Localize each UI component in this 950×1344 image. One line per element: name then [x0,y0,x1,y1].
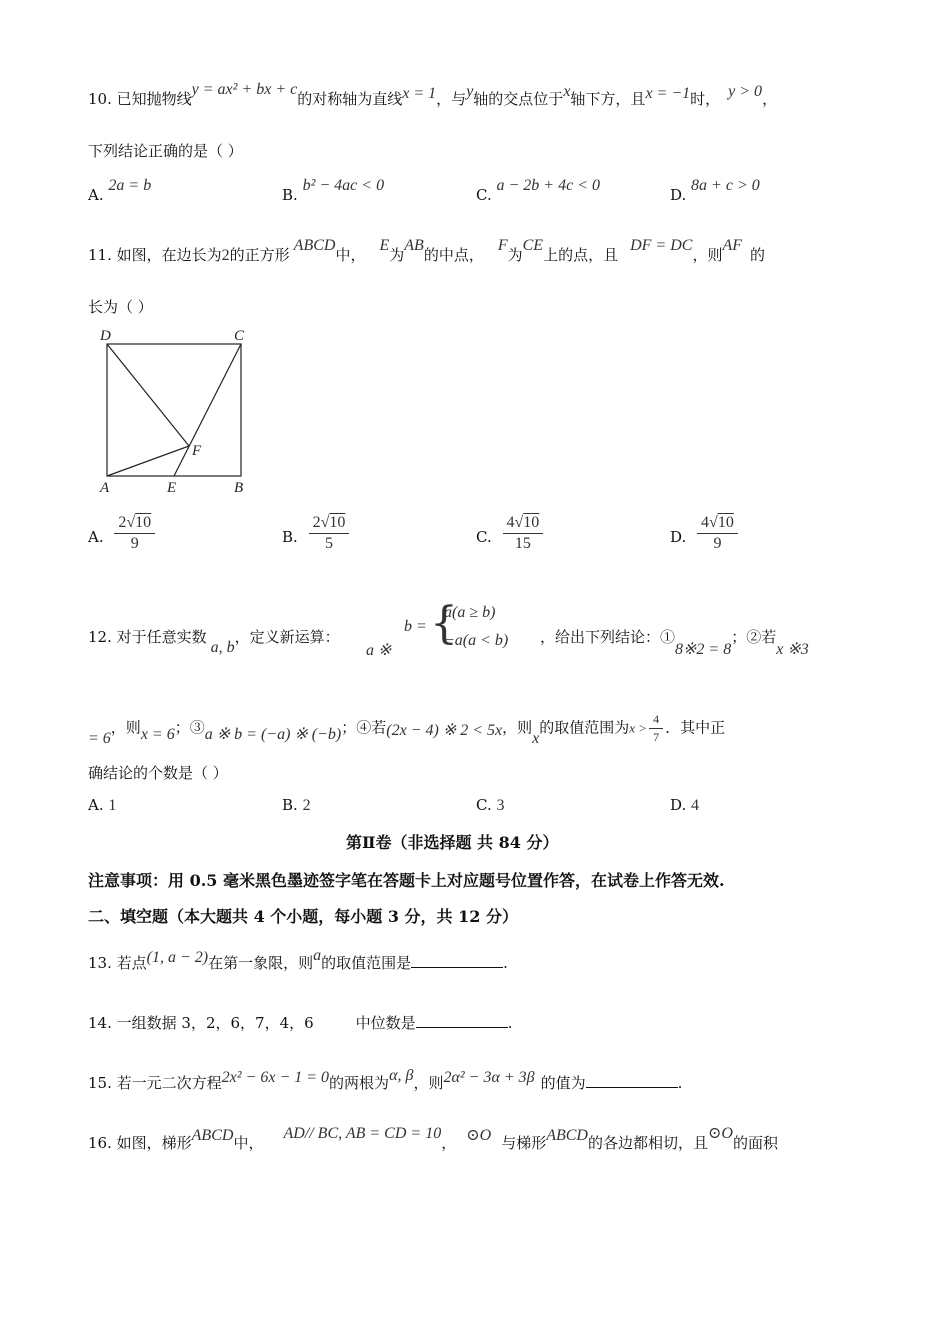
q12-case2: −a(a < b) [444,632,509,649]
q10-line2: 下列结论正确的是（ ） [88,142,243,160]
q10-option-a: A. 2a = b [88,177,152,204]
label-c: C [234,328,245,344]
q15-answer-blank[interactable] [586,1073,678,1088]
q12-line3: 确结论的个数是（ ） [88,764,228,782]
section-title: 第Ⅱ卷（非选择题 共 84 分） [346,833,559,852]
q12-line1-left: 12. 对于任意实数a, b，定义新运算： [88,628,340,656]
label-a: A [100,480,110,496]
q12-option-b: B. 2 [282,796,311,814]
section-notice: 注意事项：用 0.5 毫米黑色墨迹签字笔在答题卡上对应题号位置作答，在试卷上作答无效. [88,871,725,890]
q14: 14. 一组数据 3，2，6，7，4，6 中位数是 . [88,1014,513,1032]
q11-option-d: D. $\frac{4√10}{9}$ [670,514,738,553]
q11-number: 11. [88,246,112,264]
q16: 16. 如图，梯形ABCD中，AD// BC, AB = CD = 10， ⊙O 与梯形ABCD的各边都相切，且⊙O的面积 [88,1125,778,1152]
q10-option-b: B. b² − 4ac < 0 [282,177,385,204]
label-d: D [100,328,111,344]
q10-number: 10. [88,90,112,108]
q10-parabola: y = ax² + bx + c [191,81,298,98]
segment-df [107,344,189,446]
segment-ce [174,344,241,476]
label-f: F [192,443,202,459]
q11-option-b: B. $\frac{2√10}{5}$ [282,514,349,553]
q12-line2: = 6，则x = 6；③a ※ b = (−a) ※ (−b)；④若(2x − 4) ※ 2 < 5x，则x的取值范围为x > $\frac{4}{7}$ ．其中正 [88,712,726,747]
label-b: B [234,480,244,496]
q11-line2: 长为（ ） [88,298,153,316]
q11-line1: 11. 如图，在边长为2的正方形ABCD中，E为AB的中点，F为CE上的点，且DF = DC，则AF的 [88,237,766,264]
q11-option-c: C. $\frac{4√10}{15}$ [476,514,543,553]
q10-line1: 10. 已知抛物线y = ax² + bx + c的对称轴为直线x = 1，与y轴的交点位于x轴下方，且x = −1时， y > 0， [88,81,778,108]
section-part2-heading: 二、填空题（本大题共 4 个小题，每小题 3 分，共 12 分） [88,907,518,926]
q12-brace: { [430,598,458,649]
q13-number: 13. [88,954,112,972]
q16-number: 16. [88,1134,112,1152]
square-abcd [107,344,241,476]
q15-number: 15. [88,1074,112,1092]
q10-option-d: D. 8a + c > 0 [670,177,760,204]
q10-option-c: C. a − 2b + 4c < 0 [476,177,600,204]
q12-line1-right: ，给出下列结论：①8※2 = 8；②若x ※3 [540,628,809,658]
q13-answer-blank[interactable] [411,953,503,968]
q12-option-c: C. 3 [476,796,505,814]
q15: 15. 若一元二次方程2x² − 6x − 1 = 0的两根为α, β，则2α² − 3α + 3β 的值为 . [88,1067,683,1092]
q12-number: 12. [88,628,112,646]
q13: 13. 若点(1, a − 2)在第一象限，则a的取值范围是 . [88,947,508,972]
q14-number: 14. [88,1014,112,1032]
q11-option-a: A. $\frac{2√10}{9}$ [88,514,155,553]
q11-figure [96,324,256,496]
q12-def-b: b = [404,618,427,635]
q12-option-d: D. 4 [670,796,700,814]
q12-def-left: a ※ [366,642,392,659]
q12-case1: a(a ≥ b) [444,604,496,621]
q14-answer-blank[interactable] [416,1013,508,1028]
q12-option-a: A. 1 [88,796,117,814]
label-e: E [167,480,177,496]
